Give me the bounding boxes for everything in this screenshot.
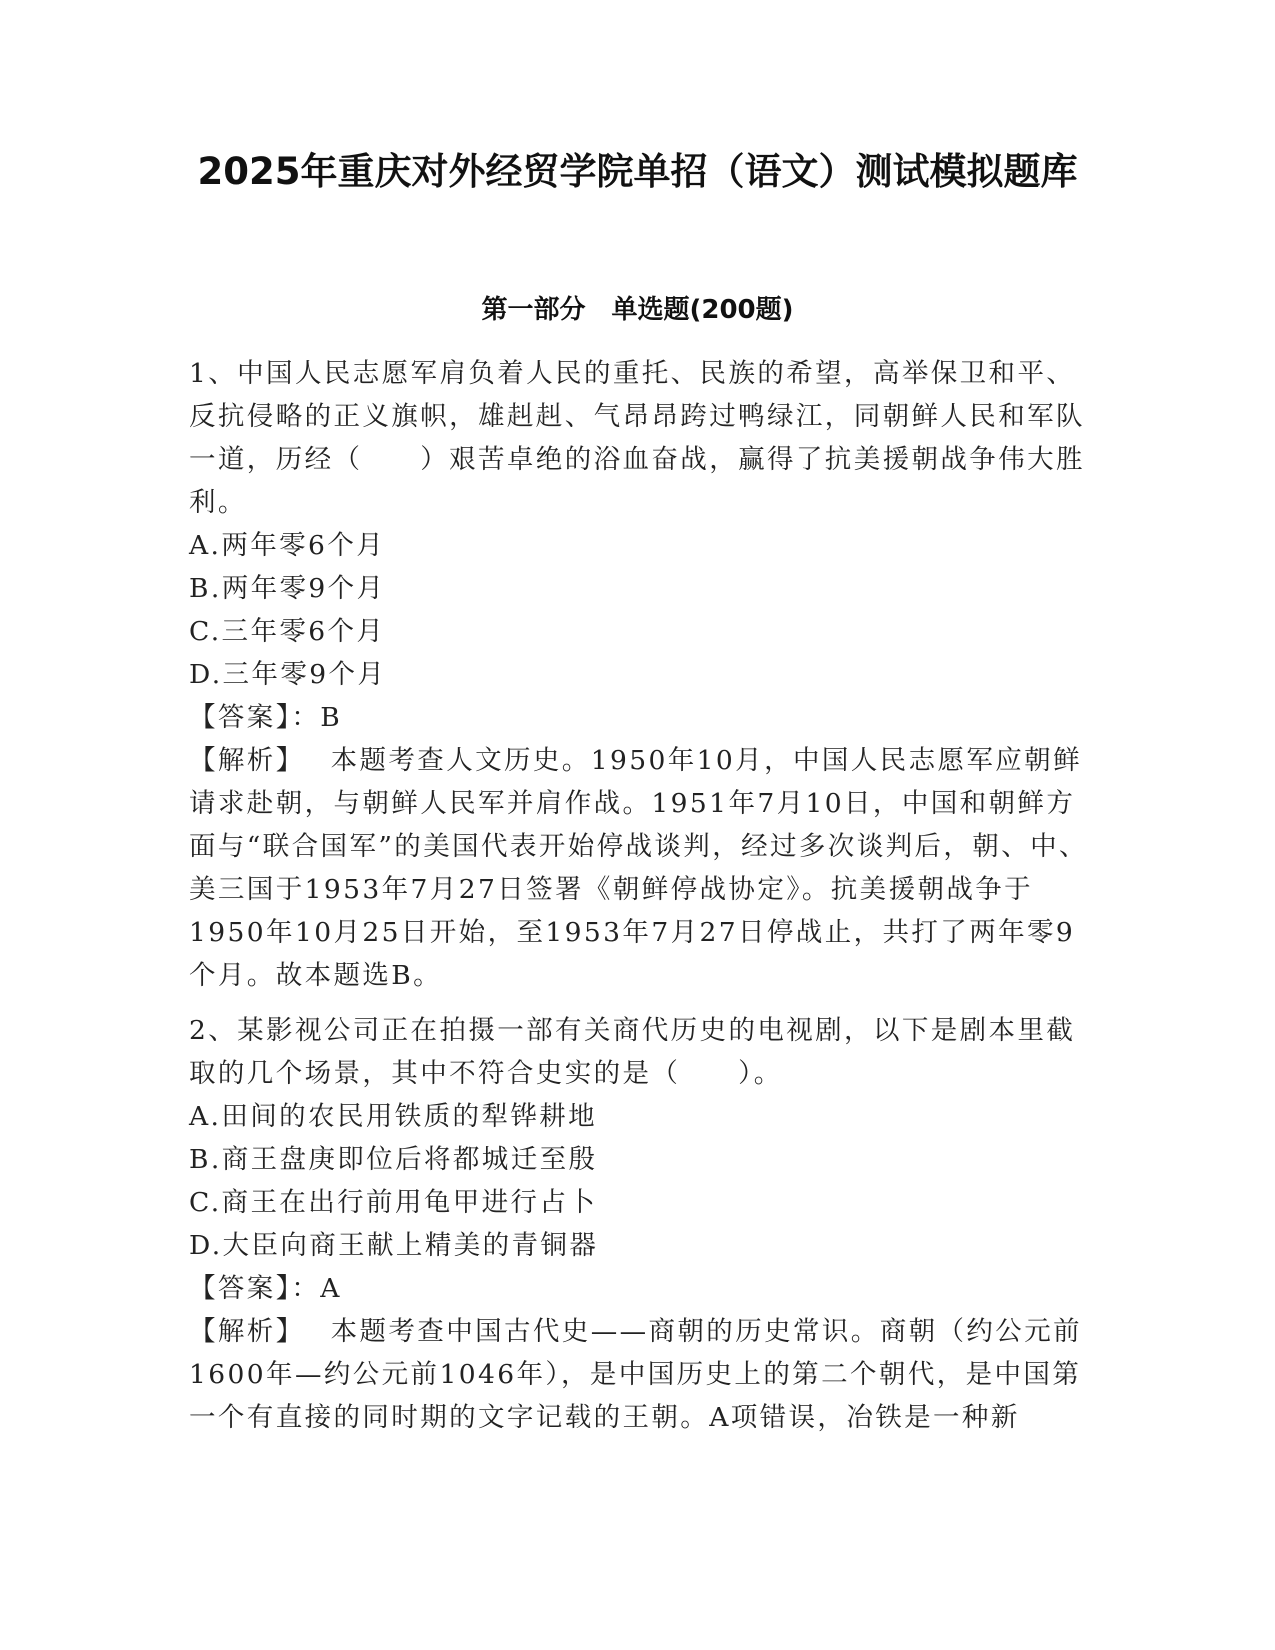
answer-tag: 【答案】 — [189, 702, 292, 733]
question-2 — [189, 1009, 1089, 1439]
option-d: D.三年零9个月 — [189, 659, 387, 690]
option-d: D.大臣向商王献上精美的青铜器 — [189, 1230, 599, 1261]
answer-value: B — [320, 702, 343, 733]
question-list — [189, 352, 1089, 1439]
question-1 — [189, 352, 1089, 997]
option-list — [189, 1095, 1089, 1267]
answer-separator: ： — [291, 702, 321, 733]
option-c: C.商王在出行前用龟甲进行占卜 — [189, 1187, 598, 1218]
option-list — [189, 524, 1089, 696]
question-stem: 1、中国人民志愿军肩负着人民的重托、民族的希望，高举保卫和平、反抗侵略的正义旗帜，雄赳赳、气昂昂跨过鸭绿江，同朝鲜人民和军队一道，历经（ ）艰苦卓绝的浴血奋战，赢得了抗美援朝战争伟大胜利。 — [189, 358, 1085, 518]
option-a: A.田间的农民用铁质的犁铧耕地 — [189, 1101, 598, 1132]
option-c: C.三年零6个月 — [189, 616, 386, 647]
answer-tag: 【答案】 — [189, 1273, 292, 1304]
question-stem: 2、某影视公司正在拍摄一部有关商代历史的电视剧，以下是剧本里截取的几个场景，其中不符合史实的是（ ）。 — [189, 1015, 1076, 1089]
analysis-tag: 【解析】 — [189, 745, 305, 776]
section-heading: 第一部分 单选题(200题) — [481, 295, 794, 325]
document-title: 2025年重庆对外经贸学院单招（语文）测试模拟题库 — [197, 150, 1078, 193]
analysis-paragraph — [189, 739, 1089, 997]
answer-line — [189, 1267, 1089, 1310]
analysis-text: 本题考查人文历史。1950年10月，中国人民志愿军应朝鲜请求赴朝，与朝鲜人民军并肩作战。1951年7月10日，中国和朝鲜方面与“联合国军”的美国代表开始停战谈判，经过多次谈判后，朝、中、美三国于1953年7月27日签署《朝鲜停战协定》。抗美援朝战争于1950年10月25日开始，至1953年7月27日停战止，共打了两年零9个月。故本题选B。 — [189, 745, 1088, 991]
answer-line — [189, 696, 1089, 739]
analysis-paragraph — [189, 1310, 1089, 1439]
option-b: B.商王盘庚即位后将都城迁至殷 — [189, 1144, 598, 1175]
analysis-tag: 【解析】 — [189, 1316, 305, 1347]
answer-separator: ： — [291, 1273, 321, 1304]
answer-value: A — [320, 1273, 342, 1304]
analysis-text: 本题考查中国古代史——商朝的历史常识。商朝（约公元前1600年—约公元前1046年），是中国历史上的第二个朝代，是中国第一个有直接的同时期的文字记载的王朝。A项错误，冶铁是一种新 — [189, 1316, 1083, 1433]
option-b: B.两年零9个月 — [189, 573, 386, 604]
option-a: A.两年零6个月 — [189, 530, 386, 561]
